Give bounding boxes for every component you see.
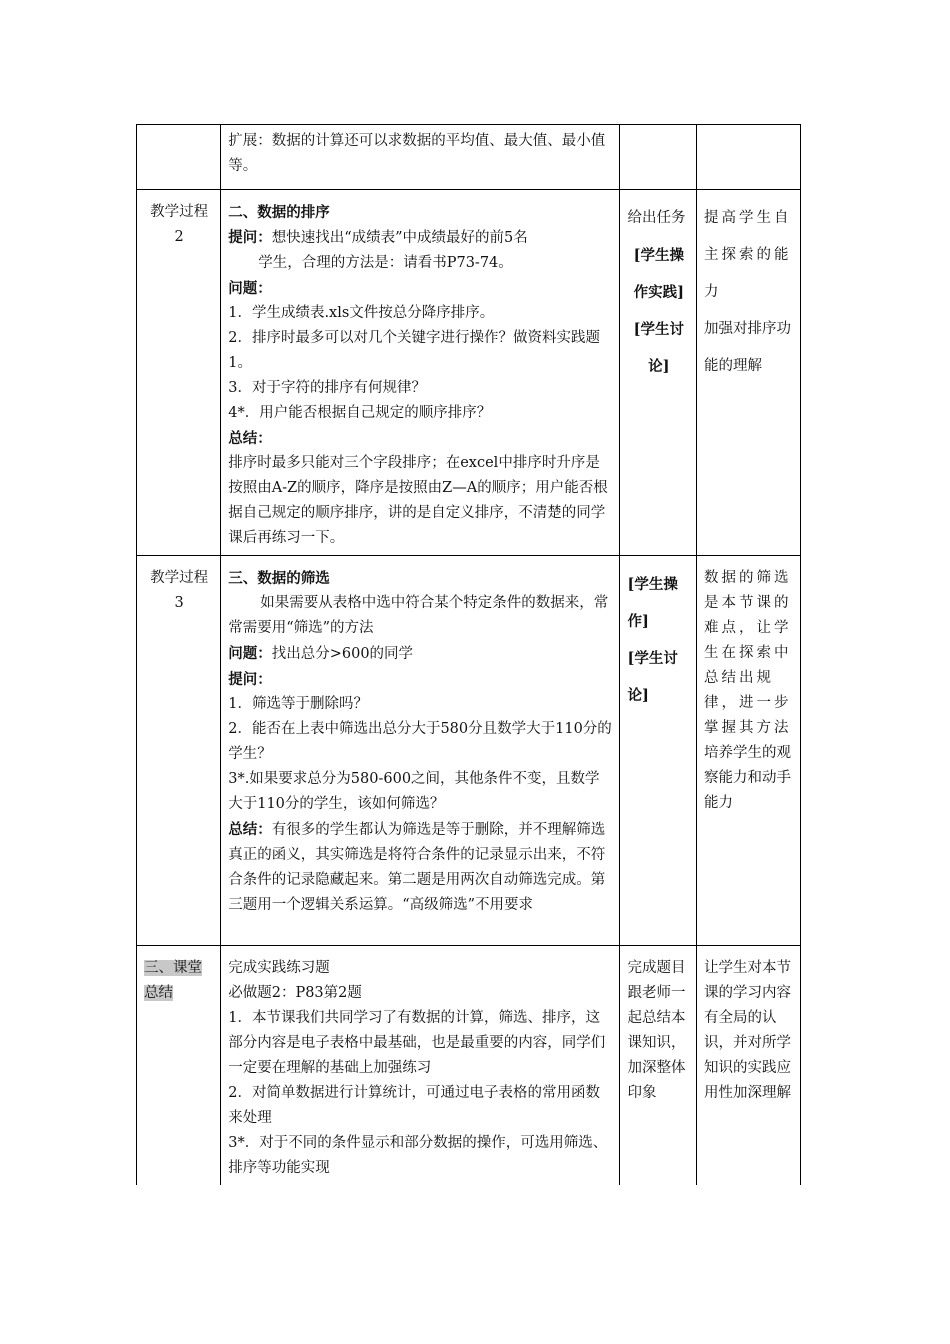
intent-cell bbox=[697, 125, 801, 190]
lesson-plan-table bbox=[136, 124, 801, 1185]
intent-cell bbox=[697, 556, 801, 946]
summary-label: 总结： bbox=[228, 430, 272, 447]
question-item: 3*.如果要求总分为580-600之间，其他条件不变，且数学大于110分的学生，该如何筛选？ bbox=[228, 771, 600, 812]
summary-line: 完成实践练习题 bbox=[228, 960, 330, 976]
activity-text: 完成题目跟老师一起总结本课知识，加深整体印象 bbox=[627, 960, 686, 1101]
summary-line: 3*．对于不同的条件显示和部分数据的操作，可选用筛选、排序等功能实现 bbox=[228, 1135, 608, 1176]
activity-text: 给出任务 bbox=[627, 210, 686, 226]
activity-bold: [学生讨论] bbox=[633, 321, 684, 375]
activity-bold: [学生操作实践] bbox=[633, 247, 684, 301]
table-row bbox=[137, 125, 801, 190]
ask-label: 提问： bbox=[228, 671, 272, 688]
content-cell bbox=[221, 556, 620, 946]
intent-text: 数据的筛选是本节课的难点，让学生在探索中总结出规律，进一步掌握其方法 bbox=[704, 570, 792, 736]
summary-label: 总结： bbox=[228, 821, 272, 838]
stage-cell: 教学过程 2 bbox=[137, 190, 221, 556]
activity-cell bbox=[620, 946, 697, 1186]
summary-line: 1．本节课我们共同学习了有数据的计算，筛选、排序，这部分内容是电子表格中最基础，也是最重要的内容，同学们一定要在理解的基础上加强练习 bbox=[228, 1010, 606, 1076]
table-row bbox=[137, 946, 801, 1186]
activity-cell bbox=[620, 556, 697, 946]
stage-cell: 教学过程 3 bbox=[137, 556, 221, 946]
problem-label: 问题： bbox=[228, 645, 272, 662]
table-row bbox=[137, 190, 801, 556]
question-item: 1．筛选等于删除吗？ bbox=[228, 696, 368, 712]
question-item: 2．能否在上表中筛选出总分大于580分且数学大于110分的学生？ bbox=[228, 721, 612, 762]
stage-label: 三、课堂总结 bbox=[144, 960, 202, 1001]
intent-text: 培养学生的观察能力和动手能力 bbox=[704, 745, 792, 811]
ask-label: 提问： bbox=[228, 229, 272, 246]
activity-cell bbox=[620, 190, 697, 556]
ask-text-cont: 学生，合理的方法是：请看书P73-74。 bbox=[258, 255, 513, 271]
summary-line: 必做题2：P83第2题 bbox=[228, 985, 362, 1001]
section-title: 三、数据的筛选 bbox=[228, 570, 330, 587]
problem-text: 找出总分>600的同学 bbox=[271, 646, 414, 662]
intent-cell bbox=[697, 946, 801, 1186]
activity-bold: [学生操作] bbox=[627, 576, 678, 630]
intent-text: 让学生对本节课的学习内容有全局的认识，并对所学知识的实践应用性加深理解 bbox=[704, 960, 792, 1101]
content-cell bbox=[221, 190, 620, 556]
intent-text: 加强对排序功能的理解 bbox=[704, 321, 792, 374]
summary-text: 有很多的学生都认为筛选是等于删除，并不理解筛选真正的函义，其实筛选是将符合条件的记录显示出来，不符合条件的记录隐藏起来。第二题是用两次自动筛选完成。第三题用一个逻辑关系运算。“高级筛选”不用要求 bbox=[228, 822, 606, 913]
section-title: 二、数据的排序 bbox=[228, 204, 330, 221]
question-label: 问题： bbox=[228, 280, 272, 297]
question-item: 4*．用户能否根据自己规定的顺序排序？ bbox=[228, 405, 492, 421]
stage-cell bbox=[137, 946, 221, 1186]
extension-text: 扩展：数据的计算还可以求数据的平均值、最大值、最小值等。 bbox=[228, 133, 606, 174]
summary-text: 排序时最多只能对三个字段排序；在excel中排序时升序是按照由A-Z的顺序，降序是按照由Z—A的顺序；用户能否根据自己规定的顺序排序，讲的是自定义排序，不清楚的同学课后再练习一下。 bbox=[228, 455, 608, 546]
question-item: 3．对于字符的排序有何规律？ bbox=[228, 380, 426, 396]
intent-cell bbox=[697, 190, 801, 556]
content-cell bbox=[221, 125, 620, 190]
question-item: 2．排序时最多可以对几个关键字进行操作？做资料实践题1。 bbox=[228, 330, 600, 371]
stage-cell bbox=[137, 125, 221, 190]
content-cell bbox=[221, 946, 620, 1186]
question-item: 1．学生成绩表.xls文件按总分降序排序。 bbox=[228, 305, 495, 321]
intent-text: 提高学生自主探索的能力 bbox=[704, 210, 792, 300]
activity-cell bbox=[620, 125, 697, 190]
activity-bold: [学生讨论] bbox=[627, 650, 678, 704]
intro-text: 如果需要从表格中选中符合某个特定条件的数据来，常常需要用“筛选”的方法 bbox=[228, 595, 609, 636]
summary-line: 2．对简单数据进行计算统计，可通过电子表格的常用函数来处理 bbox=[228, 1085, 600, 1126]
table-row bbox=[137, 556, 801, 946]
ask-text: 想快速找出“成绩表”中成绩最好的前5名 bbox=[271, 230, 528, 246]
